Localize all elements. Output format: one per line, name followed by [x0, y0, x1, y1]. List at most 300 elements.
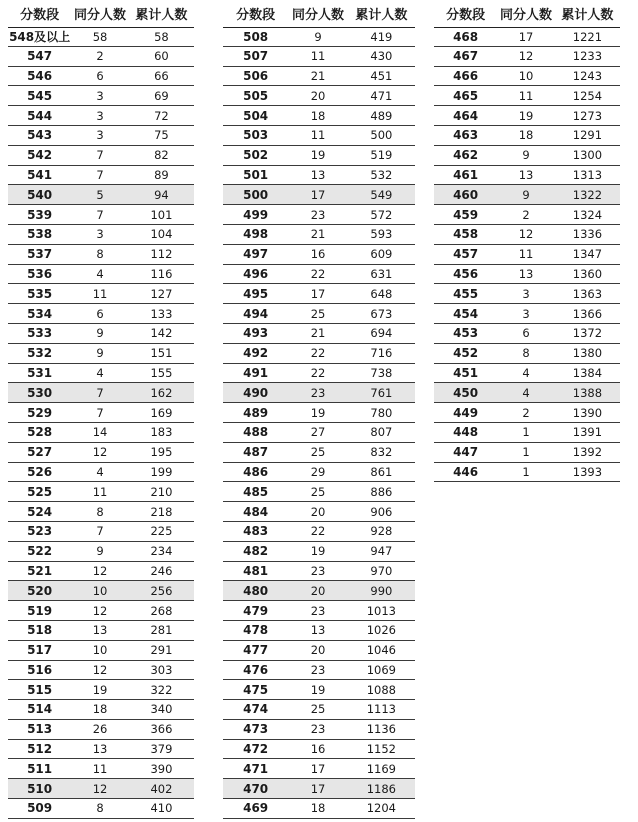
table-body: [223, 27, 415, 819]
cumulative-count-cell: 906: [370, 504, 393, 519]
score-cell: 467: [453, 49, 479, 64]
same-score-count-cell: 3: [96, 227, 104, 242]
cumulative-count-cell: 861: [370, 464, 393, 479]
same-score-count-cell: 20: [310, 504, 326, 519]
same-score-count-cell: 10: [518, 68, 534, 83]
score-cell: 523: [27, 524, 53, 539]
table-row: [223, 482, 415, 502]
score-cell: 543: [27, 128, 53, 143]
score-cell: 536: [27, 266, 53, 281]
table-row: [223, 245, 415, 265]
cumulative-count-cell: 281: [150, 623, 173, 638]
score-table-column-2: [223, 0, 415, 819]
header-same-score-count: 同分人数: [292, 8, 345, 23]
score-cell: 542: [27, 148, 53, 163]
cumulative-count-cell: 1393: [572, 464, 603, 479]
table-row: [223, 67, 415, 87]
score-cell: 507: [243, 49, 269, 64]
same-score-count-cell: 11: [92, 761, 108, 776]
cumulative-count-cell: 886: [370, 484, 393, 499]
table-row: [223, 265, 415, 285]
table-row: [8, 700, 194, 720]
score-cell: 511: [27, 761, 53, 776]
same-score-count-cell: 7: [96, 207, 104, 222]
score-cell: 474: [243, 702, 269, 717]
same-score-count-cell: 4: [522, 385, 530, 400]
table-row: [8, 562, 194, 582]
table-row: [8, 799, 194, 819]
same-score-count-cell: 2: [522, 207, 530, 222]
table-row: [8, 265, 194, 285]
same-score-count-cell: 12: [92, 781, 108, 796]
table-body: [8, 27, 194, 819]
same-score-count-cell: 8: [96, 801, 104, 816]
table-row: [8, 443, 194, 463]
table-row: [8, 106, 194, 126]
score-cell: 530: [27, 385, 53, 400]
cumulative-count-cell: 593: [370, 227, 393, 242]
same-score-count-cell: 17: [310, 781, 326, 796]
table-row: [434, 166, 620, 186]
table-row: [8, 185, 194, 205]
score-cell: 450: [453, 385, 479, 400]
score-cell: 488: [243, 425, 269, 440]
table-row: [223, 185, 415, 205]
score-cell: 483: [243, 524, 269, 539]
table-row: [8, 542, 194, 562]
header-same-score-count: 同分人数: [74, 8, 127, 23]
table-row: [434, 86, 620, 106]
table-row: [8, 166, 194, 186]
score-cell: 540: [27, 187, 53, 202]
score-cell: 496: [243, 266, 269, 281]
score-cell: 469: [243, 801, 269, 816]
score-cell: 453: [453, 326, 479, 341]
table-body: [434, 27, 620, 482]
cumulative-count-cell: 151: [150, 346, 173, 361]
same-score-count-cell: 12: [92, 603, 108, 618]
table-row: [223, 403, 415, 423]
cumulative-count-cell: 155: [150, 365, 173, 380]
table-row: [434, 364, 620, 384]
same-score-count-cell: 14: [92, 425, 108, 440]
cumulative-count-cell: 1336: [572, 227, 603, 242]
table-row: [434, 106, 620, 126]
score-cell: 535: [27, 286, 53, 301]
cumulative-count-cell: 268: [150, 603, 173, 618]
same-score-count-cell: 9: [314, 29, 322, 44]
score-cell: 463: [453, 128, 479, 143]
cumulative-count-cell: 390: [150, 761, 173, 776]
same-score-count-cell: 5: [96, 187, 104, 202]
same-score-count-cell: 25: [310, 702, 326, 717]
table-row: [434, 185, 620, 205]
table-row: [8, 27, 194, 47]
same-score-count-cell: 10: [92, 643, 108, 658]
cumulative-count-cell: 738: [370, 365, 393, 380]
score-cell: 471: [243, 761, 269, 776]
same-score-count-cell: 18: [92, 702, 108, 717]
same-score-count-cell: 6: [522, 326, 530, 341]
score-cell: 478: [243, 623, 269, 638]
table-row: [223, 106, 415, 126]
cumulative-count-cell: 631: [370, 266, 393, 281]
same-score-count-cell: 23: [310, 563, 326, 578]
cumulative-count-cell: 69: [154, 88, 169, 103]
score-cell: 529: [27, 405, 53, 420]
score-cell: 498: [243, 227, 269, 242]
table-header: [434, 0, 620, 27]
same-score-count-cell: 12: [518, 227, 534, 242]
same-score-count-cell: 4: [96, 266, 104, 281]
cumulative-count-cell: 1384: [572, 365, 603, 380]
cumulative-count-cell: 1152: [366, 742, 397, 757]
header-cumulative-count: 累计人数: [355, 8, 408, 23]
table-row: [223, 47, 415, 67]
same-score-count-cell: 22: [310, 346, 326, 361]
table-row: [8, 779, 194, 799]
score-cell: 489: [243, 405, 269, 420]
cumulative-count-cell: 1363: [572, 286, 603, 301]
table-row: [223, 581, 415, 601]
same-score-count-cell: 1: [522, 425, 530, 440]
cumulative-count-cell: 419: [370, 29, 393, 44]
cumulative-count-cell: 471: [370, 88, 393, 103]
score-cell: 519: [27, 603, 53, 618]
same-score-count-cell: 22: [310, 524, 326, 539]
score-cell: 448: [453, 425, 479, 440]
table-row: [434, 463, 620, 483]
table-row: [8, 601, 194, 621]
header-score-range: 分数段: [236, 8, 276, 23]
table-row: [434, 205, 620, 225]
score-cell: 449: [453, 405, 479, 420]
cumulative-count-cell: 199: [150, 464, 173, 479]
cumulative-count-cell: 291: [150, 643, 173, 658]
table-row: [434, 423, 620, 443]
same-score-count-cell: 11: [310, 49, 326, 64]
cumulative-count-cell: 1204: [366, 801, 397, 816]
cumulative-count-cell: 1013: [366, 603, 397, 618]
score-cell: 505: [243, 88, 269, 103]
same-score-count-cell: 13: [310, 167, 326, 182]
cumulative-count-cell: 430: [370, 49, 393, 64]
same-score-count-cell: 26: [92, 722, 108, 737]
table-row: [434, 225, 620, 245]
score-cell: 538: [27, 227, 53, 242]
score-cell: 466: [453, 68, 479, 83]
table-row: [434, 304, 620, 324]
score-cell: 461: [453, 167, 479, 182]
table-row: [8, 284, 194, 304]
table-row: [223, 799, 415, 819]
score-cell: 501: [243, 167, 269, 182]
same-score-count-cell: 11: [518, 88, 534, 103]
score-cell: 547: [27, 49, 53, 64]
score-cell: 472: [243, 742, 269, 757]
header-score-range: 分数段: [446, 8, 486, 23]
same-score-count-cell: 12: [92, 445, 108, 460]
same-score-count-cell: 27: [310, 425, 326, 440]
table-row: [434, 265, 620, 285]
cumulative-count-cell: 648: [370, 286, 393, 301]
same-score-count-cell: 22: [310, 266, 326, 281]
cumulative-count-cell: 1360: [572, 266, 603, 281]
score-cell: 521: [27, 563, 53, 578]
cumulative-count-cell: 303: [150, 662, 173, 677]
table-row: [8, 522, 194, 542]
cumulative-count-cell: 1026: [366, 623, 397, 638]
table-row: [223, 344, 415, 364]
same-score-count-cell: 7: [96, 148, 104, 163]
score-cell: 476: [243, 662, 269, 677]
score-cell: 447: [453, 445, 479, 460]
score-cell: 485: [243, 484, 269, 499]
cumulative-count-cell: 402: [150, 781, 173, 796]
cumulative-count-cell: 609: [370, 247, 393, 262]
cumulative-count-cell: 519: [370, 148, 393, 163]
table-row: [8, 482, 194, 502]
cumulative-count-cell: 451: [370, 68, 393, 83]
score-cell: 500: [243, 187, 269, 202]
table-row: [434, 324, 620, 344]
score-cell: 459: [453, 207, 479, 222]
score-cell: 533: [27, 326, 53, 341]
table-row: [223, 502, 415, 522]
score-cell: 494: [243, 306, 269, 321]
cumulative-count-cell: 780: [370, 405, 393, 420]
table-row: [8, 245, 194, 265]
score-cell: 470: [243, 781, 269, 796]
score-cell: 537: [27, 247, 53, 262]
cumulative-count-cell: 1069: [366, 662, 397, 677]
same-score-count-cell: 23: [310, 603, 326, 618]
score-cell: 504: [243, 108, 269, 123]
same-score-count-cell: 18: [518, 128, 534, 143]
cumulative-count-cell: 1136: [366, 722, 397, 737]
same-score-count-cell: 13: [92, 742, 108, 757]
table-row: [223, 680, 415, 700]
same-score-count-cell: 3: [522, 286, 530, 301]
cumulative-count-cell: 116: [150, 266, 173, 281]
same-score-count-cell: 19: [310, 148, 326, 163]
table-header: [8, 0, 194, 27]
same-score-count-cell: 4: [96, 464, 104, 479]
score-cell: 522: [27, 544, 53, 559]
table-row: [8, 324, 194, 344]
score-cell: 473: [243, 722, 269, 737]
table-row: [8, 205, 194, 225]
same-score-count-cell: 13: [310, 623, 326, 638]
cumulative-count-cell: 572: [370, 207, 393, 222]
cumulative-count-cell: 225: [150, 524, 173, 539]
header-score-range: 分数段: [20, 8, 60, 23]
same-score-count-cell: 9: [522, 148, 530, 163]
score-cell: 455: [453, 286, 479, 301]
same-score-count-cell: 18: [310, 801, 326, 816]
same-score-count-cell: 3: [96, 128, 104, 143]
score-cell: 502: [243, 148, 269, 163]
same-score-count-cell: 58: [92, 29, 108, 44]
table-row: [434, 344, 620, 364]
cumulative-count-cell: 549: [370, 187, 393, 202]
table-row: [434, 27, 620, 47]
same-score-count-cell: 4: [522, 365, 530, 380]
cumulative-count-cell: 673: [370, 306, 393, 321]
table-row: [8, 759, 194, 779]
score-cell: 482: [243, 544, 269, 559]
table-row: [223, 779, 415, 799]
score-cell: 520: [27, 583, 53, 598]
same-score-count-cell: 21: [310, 227, 326, 242]
score-cell: 539: [27, 207, 53, 222]
cumulative-count-cell: 1347: [572, 247, 603, 262]
table-row: [223, 166, 415, 186]
same-score-count-cell: 17: [310, 286, 326, 301]
same-score-count-cell: 9: [522, 187, 530, 202]
cumulative-count-cell: 1186: [366, 781, 397, 796]
table-row: [223, 641, 415, 661]
score-cell: 480: [243, 583, 269, 598]
table-row: [8, 661, 194, 681]
table-row: [223, 27, 415, 47]
cumulative-count-cell: 94: [154, 187, 169, 202]
table-row: [223, 522, 415, 542]
score-cell: 524: [27, 504, 53, 519]
table-row: [223, 205, 415, 225]
score-cell: 497: [243, 247, 269, 262]
score-cell: 509: [27, 801, 53, 816]
same-score-count-cell: 7: [96, 385, 104, 400]
same-score-count-cell: 8: [522, 346, 530, 361]
cumulative-count-cell: 761: [370, 385, 393, 400]
cumulative-count-cell: 195: [150, 445, 173, 460]
table-row: [223, 443, 415, 463]
cumulative-count-cell: 1380: [572, 346, 603, 361]
table-row: [223, 700, 415, 720]
score-cell: 468: [453, 29, 479, 44]
score-cell: 487: [243, 445, 269, 460]
cumulative-count-cell: 970: [370, 563, 393, 578]
table-row: [223, 740, 415, 760]
score-cell: 548及以上: [9, 30, 71, 45]
table-row: [223, 126, 415, 146]
score-cell: 451: [453, 365, 479, 380]
cumulative-count-cell: 101: [150, 207, 173, 222]
table-row: [434, 245, 620, 265]
score-cell: 508: [243, 29, 269, 44]
cumulative-count-cell: 1300: [572, 148, 603, 163]
table-row: [223, 562, 415, 582]
score-cell: 513: [27, 722, 53, 737]
table-row: [223, 542, 415, 562]
table-row: [223, 463, 415, 483]
score-cell: 515: [27, 682, 53, 697]
score-cell: 510: [27, 781, 53, 796]
table-row: [8, 720, 194, 740]
score-cell: 446: [453, 464, 479, 479]
cumulative-count-cell: 66: [154, 68, 169, 83]
table-row: [223, 661, 415, 681]
cumulative-count-cell: 162: [150, 385, 173, 400]
score-cell: 546: [27, 68, 53, 83]
cumulative-count-cell: 1392: [572, 445, 603, 460]
same-score-count-cell: 2: [522, 405, 530, 420]
score-cell: 528: [27, 425, 53, 440]
same-score-count-cell: 20: [310, 583, 326, 598]
table-row: [223, 146, 415, 166]
score-cell: 517: [27, 643, 53, 658]
same-score-count-cell: 20: [310, 88, 326, 103]
cumulative-count-cell: 60: [154, 49, 169, 64]
same-score-count-cell: 12: [92, 662, 108, 677]
score-table-column-1: [8, 0, 194, 819]
cumulative-count-cell: 58: [154, 29, 169, 44]
same-score-count-cell: 20: [310, 643, 326, 658]
table-row: [8, 463, 194, 483]
cumulative-count-cell: 72: [154, 108, 169, 123]
same-score-count-cell: 6: [96, 306, 104, 321]
table-row: [8, 740, 194, 760]
score-cell: 481: [243, 563, 269, 578]
cumulative-count-cell: 1046: [366, 643, 397, 658]
table-row: [8, 423, 194, 443]
table-row: [8, 86, 194, 106]
table-row: [8, 225, 194, 245]
header-same-score-count: 同分人数: [500, 8, 553, 23]
same-score-count-cell: 8: [96, 504, 104, 519]
cumulative-count-cell: 246: [150, 563, 173, 578]
same-score-count-cell: 3: [522, 306, 530, 321]
score-cell: 490: [243, 385, 269, 400]
score-cell: 525: [27, 484, 53, 499]
score-cell: 514: [27, 702, 53, 717]
same-score-count-cell: 16: [310, 742, 326, 757]
table-row: [223, 225, 415, 245]
score-cell: 475: [243, 682, 269, 697]
score-cell: 479: [243, 603, 269, 618]
cumulative-count-cell: 210: [150, 484, 173, 499]
table-row: [223, 720, 415, 740]
table-row: [434, 126, 620, 146]
score-cell: 516: [27, 662, 53, 677]
cumulative-count-cell: 500: [370, 128, 393, 143]
cumulative-count-cell: 1169: [366, 761, 397, 776]
same-score-count-cell: 17: [310, 761, 326, 776]
same-score-count-cell: 21: [310, 68, 326, 83]
table-row: [434, 67, 620, 87]
same-score-count-cell: 13: [518, 167, 534, 182]
score-cell: 492: [243, 346, 269, 361]
table-row: [8, 680, 194, 700]
cumulative-count-cell: 75: [154, 128, 169, 143]
same-score-count-cell: 7: [96, 405, 104, 420]
table-row: [223, 86, 415, 106]
score-cell: 545: [27, 88, 53, 103]
score-cell: 541: [27, 167, 53, 182]
score-cell: 531: [27, 365, 53, 380]
score-cell: 465: [453, 88, 479, 103]
cumulative-count-cell: 1390: [572, 405, 603, 420]
same-score-count-cell: 25: [310, 445, 326, 460]
score-cell: 503: [243, 128, 269, 143]
same-score-count-cell: 8: [96, 247, 104, 262]
table-header: [223, 0, 415, 27]
cumulative-count-cell: 990: [370, 583, 393, 598]
cumulative-count-cell: 1233: [572, 49, 603, 64]
cumulative-count-cell: 1273: [572, 108, 603, 123]
cumulative-count-cell: 1243: [572, 68, 603, 83]
